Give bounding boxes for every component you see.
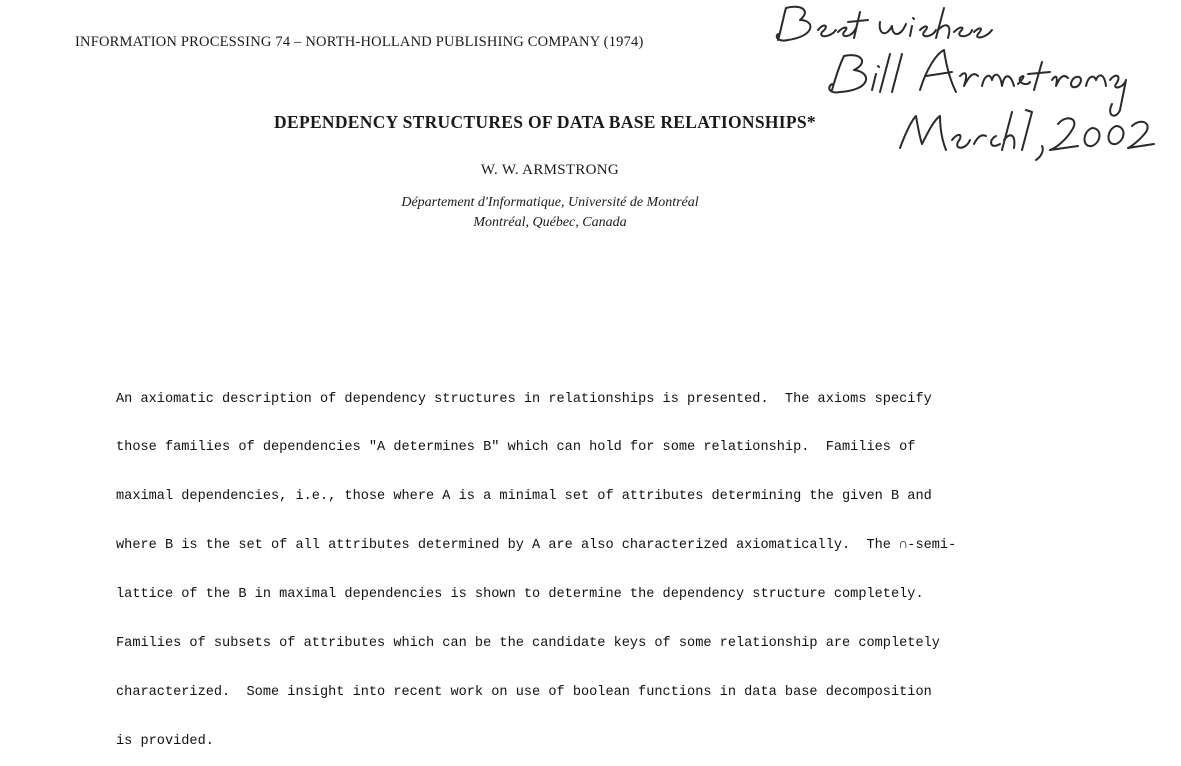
- abstract-line: Families of subsets of attributes which can be the candidate keys of some relationship are completely: [116, 636, 940, 652]
- handwritten-signature: [760, 0, 1180, 170]
- signature-line-best-wishes: [777, 7, 992, 41]
- abstract-line: those families of dependencies "A determines B" which can hold for some relationship. Families of: [116, 440, 916, 456]
- abstract-line: where B is the set of all attributes determined by A are also characterized axiomatically. The ∩-semi-: [116, 538, 957, 554]
- paper-title: DEPENDENCY STRUCTURES OF DATA BASE RELATIONSHIPS*: [274, 112, 816, 132]
- affiliation-line-1: Département d'Informatique, Université de Montréal: [401, 195, 699, 210]
- signature-line-date: [900, 110, 1154, 160]
- signature-line-name: [829, 50, 1126, 116]
- abstract-line: An axiomatic description of dependency structures in relationships is presented. The axioms specify: [116, 391, 932, 407]
- journal-header: INFORMATION PROCESSING 74 – NORTH-HOLLAND PUBLISHING COMPANY (1974): [75, 34, 644, 50]
- affiliation-line-2: Montréal, Québec, Canada: [473, 215, 627, 230]
- abstract: [116, 359, 1016, 766]
- author-name: W. W. ARMSTRONG: [480, 162, 620, 178]
- abstract-line: maximal dependencies, i.e., those where A is a minimal set of attributes determining the given B and: [116, 489, 932, 505]
- abstract-line: lattice of the B in maximal dependencies is shown to determine the dependency structure completely.: [116, 587, 924, 603]
- author-affiliation: [0, 193, 1100, 233]
- abstract-line: is provided.: [116, 733, 214, 749]
- abstract-line: characterized. Some insight into recent work on use of boolean functions in data base decomposition: [116, 684, 932, 700]
